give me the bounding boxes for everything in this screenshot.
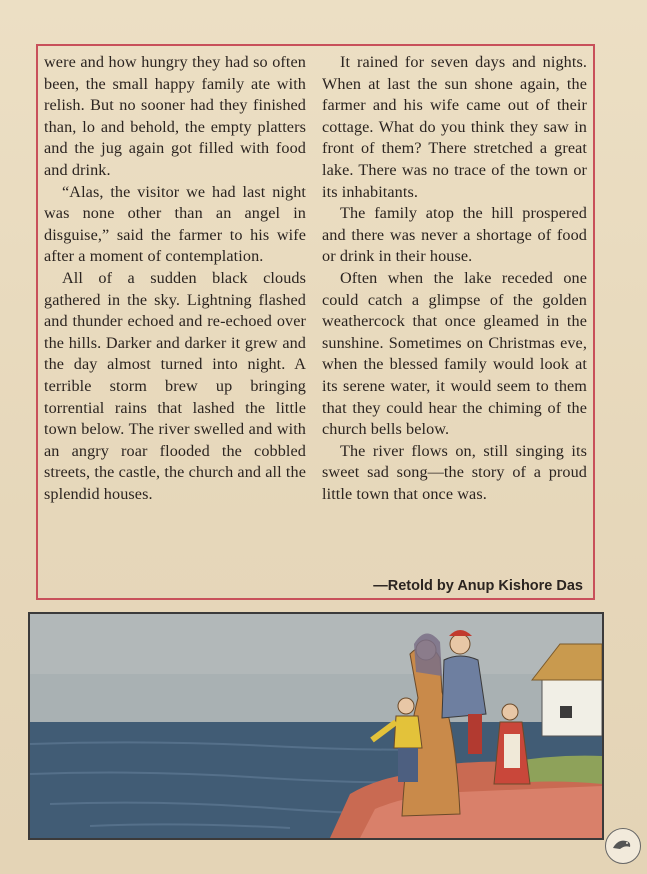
story-text-frame [36,44,595,600]
story-left-column [44,52,306,505]
paragraph: were and how hungry they had so often been, the small happy family ate with relish. But no sooner had they finished than, lo and behold, the empty platters and the jug again got filled with food and drink. [44,53,306,179]
paragraph: Often when the lake receded one could catch a glimpse of the golden weathercock that once gleamed in the sunshine. Sometimes on Christmas eve, when the blessed family would look at its serene water, it would seem to them that they could hear the chiming of the church bells below. [322,268,587,439]
bird-logo-icon [606,829,637,860]
paragraph: It rained for seven days and nights. When at last the sun shone again, the farmer and his wife came out of their cottage. What do you think they saw in front of them? There stretched a great lake. There was no trace of the town or its inhabitants. [322,53,587,201]
story-illustration [28,612,604,840]
paragraph: All of a sudden black clouds gathered in the sky. Lightning flashed and thunder echoed and re-echoed over the hills. Darker and darker it grew and the day almost turned into night. A terrible storm brew up bringing torrential rains that lashed the little town below. The river swelled and with an angry roar flooded the cobbled streets, the castle, the church and all the splendid houses. [44,268,306,503]
story-right-column [322,52,587,505]
paragraph: The river flows on, still singing its sweet sad song—the story of a proud little town that once was. [322,441,587,503]
paragraph: The family atop the hill prospered and there was never a shortage of food or drink in their house. [322,204,587,266]
paragraph: “Alas, the visitor we had last night was none other than an angel in disguise,” said the farmer to his wife after a moment of contemplation. [44,182,306,266]
author-credit: —Retold by Anup Kishore Das [373,578,583,594]
watermark-stamp [605,828,641,864]
lake-scene-image [30,614,602,838]
